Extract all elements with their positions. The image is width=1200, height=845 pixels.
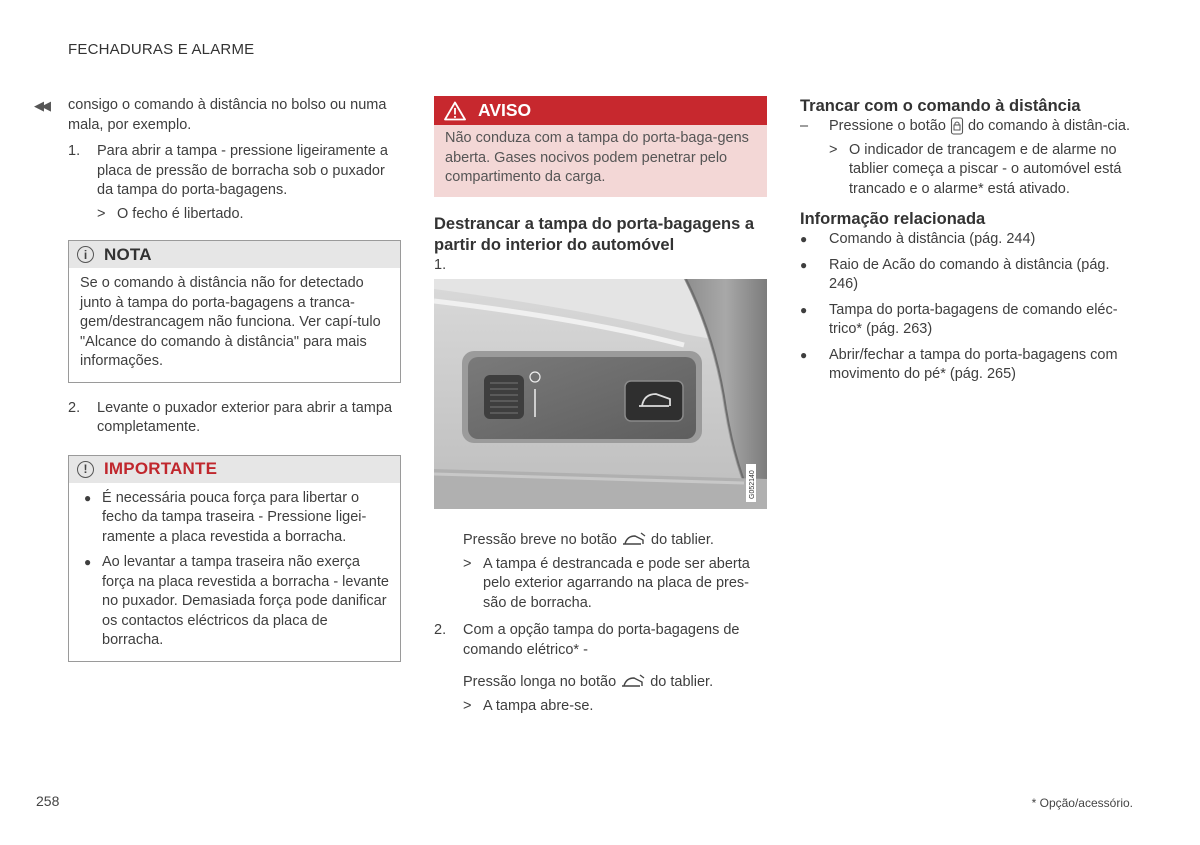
info-icon: i — [77, 246, 94, 263]
bullet: ● — [800, 232, 808, 246]
result-marker: > — [97, 205, 106, 222]
step-text: Para abrir a tampa - pressione ligeiramente a placa de pressão de borracha sob o puxador da tampa do porta-bagagens. — [97, 143, 388, 198]
related-link[interactable] — [800, 256, 1140, 295]
step-number: 2. — [434, 622, 447, 638]
note-header — [69, 241, 400, 268]
tailgate-button-icon — [621, 532, 647, 548]
image-code: G052140 — [749, 470, 756, 499]
section-heading: Trancar com o comando à distância — [800, 97, 1081, 115]
step-result — [97, 205, 401, 225]
short-press-text — [463, 531, 767, 551]
important-item — [80, 489, 390, 548]
warning-text: Não conduza com a tampa do porta-baga-gens aberta. Gases nocivos podem penetrar pelo compartimento da carga. — [445, 130, 749, 185]
bullet: ● — [800, 257, 808, 272]
related-link[interactable] — [800, 230, 1140, 250]
related-link-text[interactable]: Raio de Acão do comando à distância (pág. 246) — [829, 256, 1110, 292]
short-press-block — [434, 531, 767, 613]
related-link-text[interactable]: Abrir/fechar a tampa do porta-bagagens com movimento do pé* (pág. 265) — [829, 346, 1118, 382]
step-text: Levante o puxador exterior para abrir a tampa completamente. — [97, 399, 393, 435]
long-press-block — [434, 673, 767, 716]
step-text: Com a opção tampa do porta-bagagens de comando elétrico* - — [463, 622, 740, 658]
related-link-text[interactable]: Comando à distância (pág. 244) — [829, 231, 1036, 247]
result-marker: > — [463, 697, 472, 714]
column-left — [34, 96, 401, 662]
column-right — [800, 96, 1140, 385]
result-text: O indicador de trancagem e de alarme no tablier começa a piscar - o automóvel está trancado e o alarme* está ativado. — [849, 141, 1122, 197]
note-text: Se o comando à distância não for detectado junto à tampa do porta-bagagens a tranca-gem/destrancagem não funciona. Ver capí-tulo "Alcance do comando à distância" para mais informações. — [80, 275, 381, 369]
step-2 — [434, 621, 767, 660]
step-1 — [68, 142, 401, 224]
note-body — [69, 268, 400, 382]
long-press-result — [463, 697, 767, 717]
important-item — [80, 553, 390, 651]
related-link[interactable] — [800, 301, 1140, 340]
exclamation-icon: ! — [77, 461, 94, 478]
lock-instruction-text — [829, 117, 1140, 137]
short-press-result — [463, 555, 767, 614]
warning-body — [434, 125, 767, 197]
lock-result — [829, 141, 1140, 200]
intro-paragraph — [34, 96, 401, 135]
note-label: NOTA — [104, 244, 152, 264]
step-number: 1. — [434, 256, 447, 273]
short-press-before: Pressão breve no botão — [463, 532, 617, 548]
lock-icon — [950, 117, 964, 135]
result-marker: > — [829, 141, 838, 158]
intro-text: consigo o comando à distância no bolso ou numa mala, por exemplo. — [68, 97, 387, 133]
related-link[interactable] — [800, 346, 1140, 385]
double-chevron-left-icon: ◀◀ — [34, 98, 48, 113]
important-body — [69, 483, 400, 661]
bullet: ● — [84, 490, 92, 505]
short-press-after: do tablier. — [651, 532, 714, 548]
long-press-after: do tablier. — [650, 674, 714, 690]
bullet: ● — [800, 302, 808, 317]
note-box — [68, 240, 401, 383]
dashboard-illustration — [434, 279, 767, 509]
related-heading: Informação relacionada — [800, 210, 986, 228]
important-header — [69, 456, 400, 483]
page-number: 258 — [36, 793, 60, 809]
result-marker: > — [463, 555, 472, 572]
tailgate-button-icon — [620, 674, 646, 690]
important-item-text: Ao levantar a tampa traseira não exerça força na placa revestida a borracha - levante no puxador. Demasiada força pode danificar os contactos eléctricos da placa de borracha. — [102, 554, 389, 648]
warning-label: AVISO — [478, 99, 532, 120]
step-number: 1. — [68, 143, 81, 159]
long-press-text — [463, 673, 767, 693]
bullet: ● — [800, 347, 808, 362]
long-press-before: Pressão longa no botão — [463, 674, 617, 690]
step-2 — [68, 399, 401, 438]
column-middle — [434, 96, 767, 716]
result-text: A tampa é destrancada e pode ser aberta pelo exterior agarrando na placa de pres-são de borracha. — [483, 555, 750, 611]
warning-header — [434, 96, 767, 125]
page-header: FECHADURAS E ALARME — [68, 41, 255, 58]
lock-after: do comando à distân-cia. — [967, 118, 1130, 134]
warning-triangle-icon — [444, 101, 466, 121]
lock-instruction — [800, 117, 1140, 199]
result-text: A tampa abre-se. — [483, 697, 594, 714]
important-label: IMPORTANTE — [104, 459, 218, 479]
related-link-text[interactable]: Tampa do porta-bagagens de comando eléc-trico* (pág. 263) — [829, 301, 1118, 337]
related-list — [800, 230, 1140, 385]
warning-box — [434, 96, 767, 197]
section-heading: Destrancar a tampa do porta-bagagens a partir do interior do automóvel — [434, 214, 755, 254]
important-box — [68, 455, 401, 662]
dash-marker: – — [800, 118, 809, 134]
lock-before: Pressione o botão — [829, 118, 946, 134]
bullet: ● — [84, 555, 92, 569]
step-number: 2. — [68, 399, 81, 416]
important-item-text: É necessária pouca força para libertar o fecho da tampa traseira - Pressione ligei-ramente a placa revestida a borracha. — [102, 489, 367, 545]
result-text: O fecho é libertado. — [117, 205, 244, 222]
dashboard-button-photo — [434, 279, 767, 509]
footnote: * Opção/acessório. — [1031, 796, 1133, 810]
